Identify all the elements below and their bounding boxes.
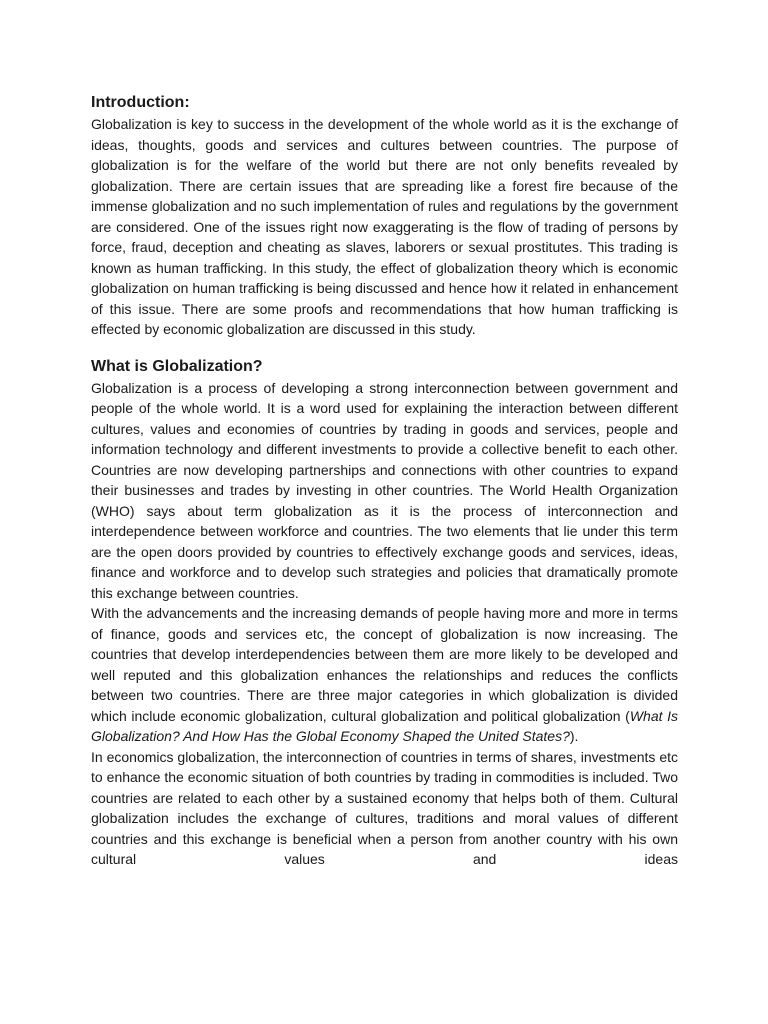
paragraph-introduction: Globalization is key to success in the development of the whole world as it is the exchange of ideas, thoughts, goods and services and cultures between countries. The purpose of globalization is for the welfare of the world but there are not only benefits revealed by globalization. There are certain issues that are spreading like a forest fire because of the immense globalization and no such implementation of rules and regulations by the government are considered. One of the issues right now exaggerating is the flow of trading of persons by force, fraud, deception and cheating as slaves, laborers or sexual prostitutes. This trading is known as human trafficking. In this study, the effect of globalization theory which is economic globalization on human trafficking is being discussed and hence how it related in enhancement of this issue. There are some proofs and recommendations that how human trafficking is effected by economic globalization are discussed in this study. (91, 116, 678, 337)
paragraph-what-is-globalization-2 (91, 603, 678, 747)
heading-what-is-globalization: What is Globalization? (91, 357, 263, 375)
paragraph-what-is-globalization-1: Globalization is a process of developing a strong interconnection between government and people of the whole world. It is a word used for explaining the interaction between different cultures, values and economies of countries by trading in goods and services, people and information technology and different investments to provide a collective benefit to each other. Countries are now developing partnerships and connections with other countries to expand their businesses and trades by investing in other countries. The World Health Organization (WHO) says about term globalization as it is the process of interconnection and interdependence between workforce and countries. The two elements that lie under this term are the open doors provided by countries to effectively exchange goods and services, ideas, finance and workforce and to develop such strategies and policies that dramatically promote this exchange between countries. (91, 379, 678, 601)
paragraph-text-end: ). (569, 728, 579, 744)
paragraph-what-is-globalization-3: In economics globalization, the interconnection of countries in terms of shares, investments etc to enhance the economic situation of both countries by trading in commodities is included. Two countries are related to each other by a sustained economy that helps both of them. Cultural globalization includes the exchange of cultures, traditions and moral values of different countries and this exchange is beneficial when a person from another country with his own cultural values and ideas (91, 748, 678, 867)
document-page (91, 92, 678, 870)
citation-title: What Is Globalization? And How Has the Global Economy Shaped the United States? (91, 707, 678, 744)
heading-introduction: Introduction: (91, 94, 190, 111)
paragraph-text: With the advancements and the increasing demands of people having more and more in terms of finance, goods and services etc, the concept of globalization is now increasing. The countries that develop interdependencies between them are more likely to be developed and well reputed and this globalization enhances the relationships and reduces the conflicts between two countries. There are three major categories in which globalization is divided which include economic globalization, cultural globalization and political globalization ( (91, 605, 678, 724)
